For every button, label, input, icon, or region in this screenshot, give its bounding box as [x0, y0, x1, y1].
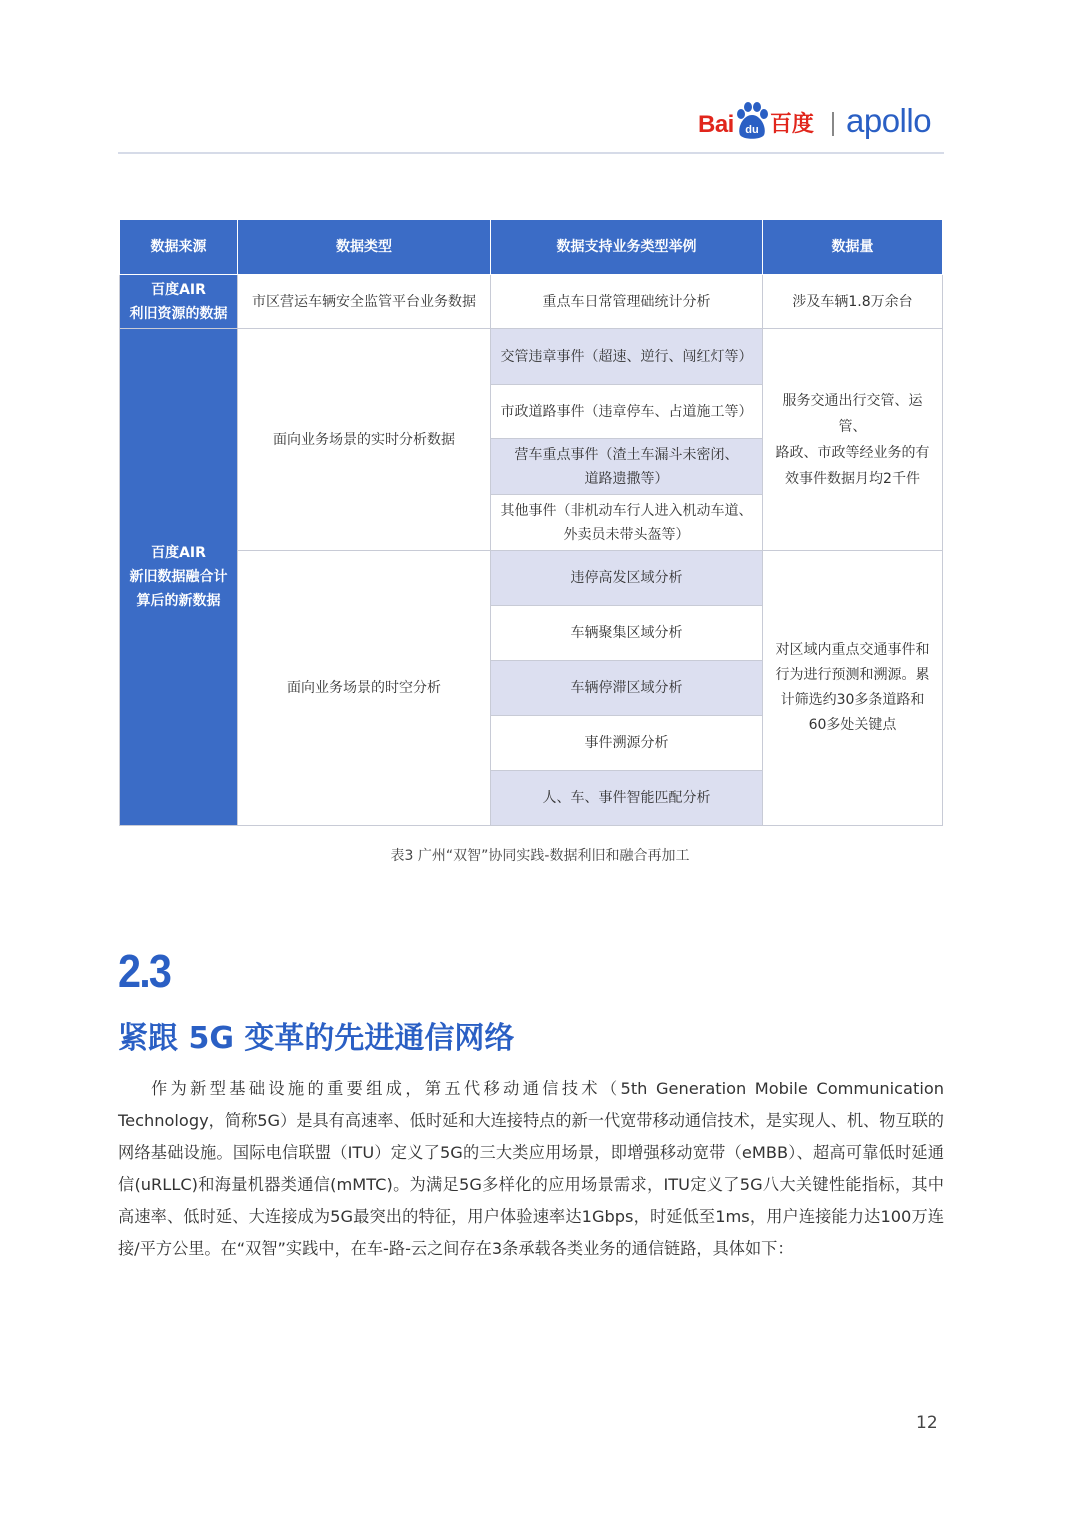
volume-text: 对区域内重点交通事件和 行为进行预测和溯源。累 计筛选约30多条道路和 60多处关键点	[775, 642, 930, 733]
type-cell: 市区营运车辆安全监管平台业务数据	[238, 275, 491, 329]
example-cell	[491, 439, 763, 495]
table-header-cell: 数据支持业务类型举例	[491, 220, 763, 275]
header-rule	[118, 152, 944, 154]
example-cell: 车辆停滞区域分析	[491, 661, 763, 716]
table-row	[120, 275, 943, 329]
section-number: 2.3	[118, 945, 171, 997]
example-cell: 违停高发区域分析	[491, 551, 763, 606]
table-header-cell: 数据类型	[238, 220, 491, 275]
baidu-logo-du: du	[745, 124, 759, 136]
type-cell: 面向业务场景的实时分析数据	[238, 329, 491, 551]
volume-text: 服务交通出行交管、运管、 路政、市政等经业务的有 效事件数据月均2千件	[775, 392, 930, 487]
table-header-row	[120, 220, 943, 275]
example-text: 其他事件（非机动车行人进入机动车道、 外卖员未带头盔等）	[500, 502, 753, 543]
page-number: 12	[916, 1413, 938, 1433]
example-cell: 事件溯源分析	[491, 716, 763, 771]
table-row	[120, 551, 943, 606]
volume-cell	[763, 551, 943, 826]
logo-divider	[832, 112, 834, 136]
example-cell: 车辆聚集区域分析	[491, 606, 763, 661]
table-header-cell: 数据来源	[120, 220, 238, 275]
baidu-paw-icon	[735, 102, 769, 140]
table-header-cell: 数据量	[763, 220, 943, 275]
example-cell: 重点车日常管理础统计分析	[491, 275, 763, 329]
example-cell: 市政道路事件（违章停车、占道施工等）	[491, 385, 763, 439]
section-title: 紧跟 5G 变革的先进通信网络	[118, 1021, 515, 1056]
apollo-logo: apollo	[846, 102, 932, 139]
volume-cell	[763, 329, 943, 551]
body-paragraph: 作为新型基础设施的重要组成，第五代移动通信技术（5th Generation Mobile Communication Technology，简称5G）是具有高速率、低时延和大连接特点的新一代宽带移动通信技术，是实现人、机、物互联的网络基础设施。国际电信联盟（ITU）定义了5G的三大类应用场景，即增强移动宽带（eMBB）、超高可靠低时延通信(uRLLC)和海量机器类通信(mMTC)。为满足5G多样化的应用场景需求，ITU定义了5G八大关键性能指标，其中高速率、低时延、大连接成为5G最突出的特征，用户体验速率达1Gbps，时延低至1ms，用户连接能力达100万连接/平方公里。在“双智”实践中，在车-路-云之间存在3条承载各类业务的通信链路，具体如下：	[118, 1079, 944, 1258]
example-cell: 人、车、事件智能匹配分析	[491, 771, 763, 826]
source-cell	[120, 329, 238, 826]
source-cell	[120, 275, 238, 329]
table-row	[120, 329, 943, 385]
example-cell	[491, 495, 763, 551]
example-cell: 交管违章事件（超速、逆行、闯红灯等）	[491, 329, 763, 385]
table-caption: 表3 广州“双智”协同实践-数据利旧和融合再加工	[390, 848, 690, 864]
type-cell: 面向业务场景的时空分析	[238, 551, 491, 826]
baidu-logo-chinese: 百度	[769, 112, 814, 137]
volume-cell: 涉及车辆1.8万余台	[763, 275, 943, 329]
source-label: 百度AIR 利旧资源的数据	[129, 281, 228, 322]
data-source-table	[119, 219, 943, 826]
source-label: 百度AIR 新旧数据融合计 算后的新数据	[129, 545, 228, 609]
baidu-logo-latin: Bai	[698, 111, 734, 138]
baidu-logo	[698, 98, 814, 140]
example-text: 营车重点事件（渣土车漏斗未密闭、 道路遗撒等）	[514, 446, 739, 487]
